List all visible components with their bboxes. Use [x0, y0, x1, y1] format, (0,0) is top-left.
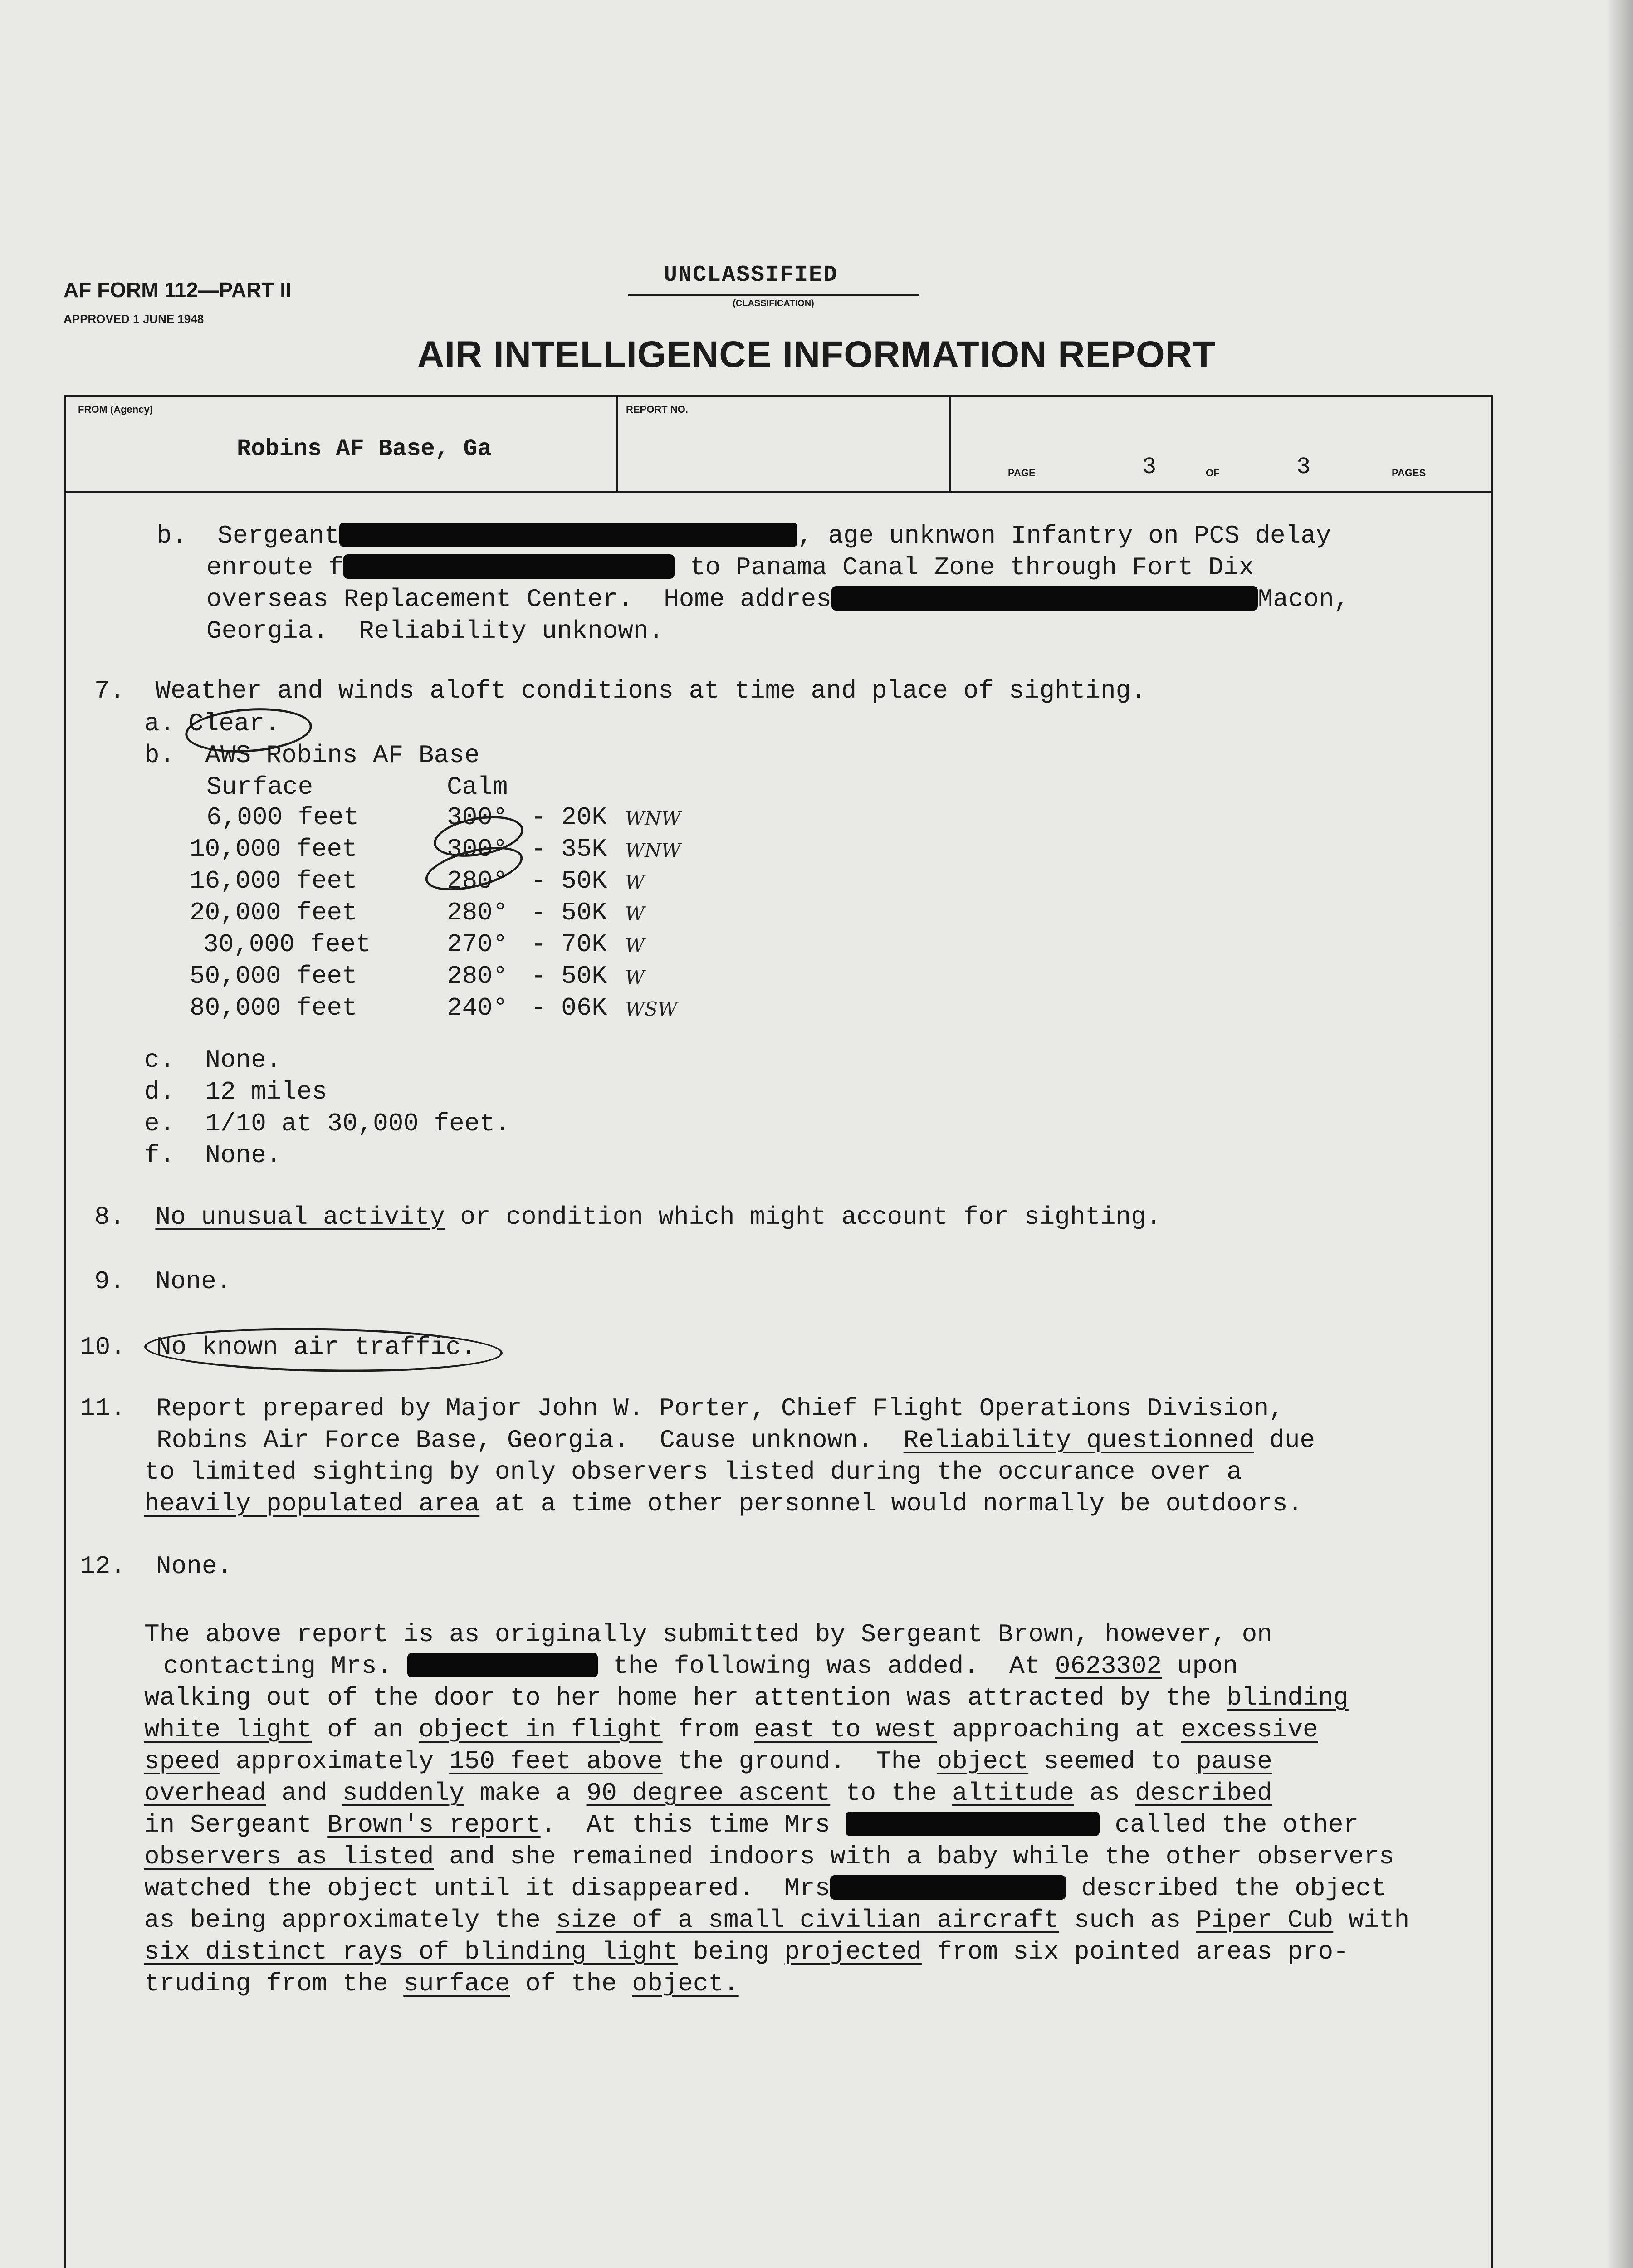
of-label: OF	[1206, 467, 1220, 479]
item-b-line-4: Georgia. Reliability unknown.	[206, 616, 664, 645]
item-b-line-3: overseas Replacement Center. Home addres Macon,	[206, 585, 1349, 614]
wind-speed: - 06K	[531, 993, 607, 1022]
wind-handwritten-note: WNW	[625, 807, 681, 830]
redaction-name-4	[830, 1875, 1066, 1900]
pages-label: PAGES	[1392, 467, 1426, 479]
item-11-line-4: heavily populated area at a time other personnel would normally be outdoors.	[144, 1489, 1303, 1518]
narrative-line-2: contacting Mrs. the following was added. At 0623302 upon	[163, 1652, 1238, 1681]
item-12: 12. None.	[80, 1552, 233, 1581]
item-11-line-2: Robins Air Force Base, Georgia. Cause unknown. Reliability questionned due	[156, 1426, 1315, 1455]
page-total: 3	[1296, 454, 1311, 480]
wind-direction: 270°	[447, 930, 508, 959]
wind-speed: - 70K	[531, 930, 607, 959]
wind-handwritten-note: W	[625, 871, 645, 893]
narrative-line-6: overhead and suddenly make a 90 degree ascent to the altitude as described	[144, 1779, 1272, 1808]
wind-handwritten-note: W	[625, 903, 645, 925]
wind-handwritten-note: W	[625, 966, 645, 988]
narrative-line-12: truding from the surface of the object.	[144, 1969, 739, 1998]
redaction-name-2	[407, 1653, 598, 1677]
narrative-line-7: in Sergeant Brown's report. At this time Mrs called the other	[144, 1810, 1359, 1839]
wind-direction: 240°	[447, 993, 508, 1022]
wind-handwritten-note: WSW	[625, 998, 678, 1020]
item-7d: d. 12 miles	[144, 1077, 328, 1106]
wind-direction: 280°	[447, 962, 508, 991]
wind-speed: - 50K	[531, 866, 607, 895]
wind-direction: 300°	[447, 835, 508, 864]
report-title: AIR INTELLIGENCE INFORMATION REPORT	[417, 334, 1216, 375]
narrative-line-5: speed approximately 150 feet above the ground. The object seemed to pause	[144, 1747, 1272, 1776]
item-7c: c. None.	[144, 1046, 282, 1075]
wind-altitude: 6,000 feet	[206, 803, 359, 832]
wind-altitude: 80,000 feet	[190, 993, 357, 1022]
wind-speed: - 35K	[531, 835, 607, 864]
item-10: 10. No known air traffic.	[80, 1333, 476, 1362]
redaction-name-3	[846, 1812, 1100, 1836]
redaction-origin	[343, 554, 675, 579]
from-label: FROM (Agency)	[78, 404, 153, 415]
wind-altitude: 16,000 feet	[190, 866, 357, 895]
form-id: AF FORM 112—PART II	[64, 278, 292, 302]
page-label: PAGE	[1008, 467, 1036, 479]
form-approved-date: APPROVED 1 JUNE 1948	[64, 312, 204, 326]
report-no-label: REPORT NO.	[626, 404, 688, 415]
redaction-address	[831, 586, 1258, 611]
narrative-line-3: walking out of the door to her home her attention was attracted by the blinding	[144, 1683, 1349, 1712]
wind-altitude: 20,000 feet	[190, 898, 357, 927]
surface-value: Calm	[447, 772, 508, 802]
wind-altitude: 30,000 feet	[203, 930, 371, 959]
wind-speed: - 20K	[531, 803, 607, 832]
from-value: Robins AF Base, Ga	[237, 435, 492, 462]
item-b-line-1: b. Sergeant , age unknwon Infantry on PCS delay	[156, 521, 1331, 550]
narrative-line-1: The above report is as originally submitted by Sergeant Brown, however, on	[144, 1620, 1272, 1649]
item-7b: b. AWS Robins AF Base	[144, 741, 480, 770]
wind-altitude: 50,000 feet	[190, 962, 357, 991]
item-9: 9. None.	[94, 1267, 232, 1296]
item-7f: f. None.	[144, 1141, 282, 1170]
wind-handwritten-note: W	[625, 934, 645, 957]
narrative-line-11: six distinct rays of blinding light being projected from six pointed areas pro-	[144, 1937, 1349, 1966]
page-number: 3	[1142, 454, 1157, 480]
wind-direction: 280°	[447, 866, 508, 895]
wind-speed: - 50K	[531, 898, 607, 927]
classification-top-caption: (CLASSIFICATION)	[733, 298, 814, 308]
item-11-line-3: to limited sighting by only observers listed during the occurance over a	[144, 1457, 1242, 1486]
item-b-line-2: enroute f to Panama Canal Zone through Fort Dix	[206, 553, 1254, 582]
redaction-name-1	[339, 523, 797, 547]
wind-handwritten-note: WNW	[625, 839, 681, 861]
item-11-line-1: 11. Report prepared by Major John W. Porter, Chief Flight Operations Division,	[80, 1394, 1284, 1423]
narrative-line-10: as being approximately the size of a small civilian aircraft such as Piper Cub with	[144, 1906, 1410, 1935]
item-7e: e. 1/10 at 30,000 feet.	[144, 1109, 510, 1138]
wind-direction: 280°	[447, 898, 508, 927]
item-7: 7. Weather and winds aloft conditions at time and place of sighting.	[94, 676, 1146, 705]
wind-altitude: 10,000 feet	[190, 835, 357, 864]
item-7a: a. Clear.	[144, 709, 280, 738]
surface-label: Surface	[206, 772, 313, 802]
wind-direction: 300°	[447, 803, 508, 832]
narrative-line-4: white light of an object in flight from east to west approaching at excessive	[144, 1715, 1318, 1744]
classification-top: UNCLASSIFIED	[663, 262, 838, 288]
narrative-line-9: watched the object until it disappeared. Mrs described the object	[144, 1874, 1386, 1903]
wind-speed: - 50K	[531, 962, 607, 991]
item-8: 8. No unusual activity or condition which might account for sighting.	[94, 1202, 1162, 1232]
narrative-line-8: observers as listed and she remained indoors with a baby while the other observers	[144, 1842, 1394, 1871]
